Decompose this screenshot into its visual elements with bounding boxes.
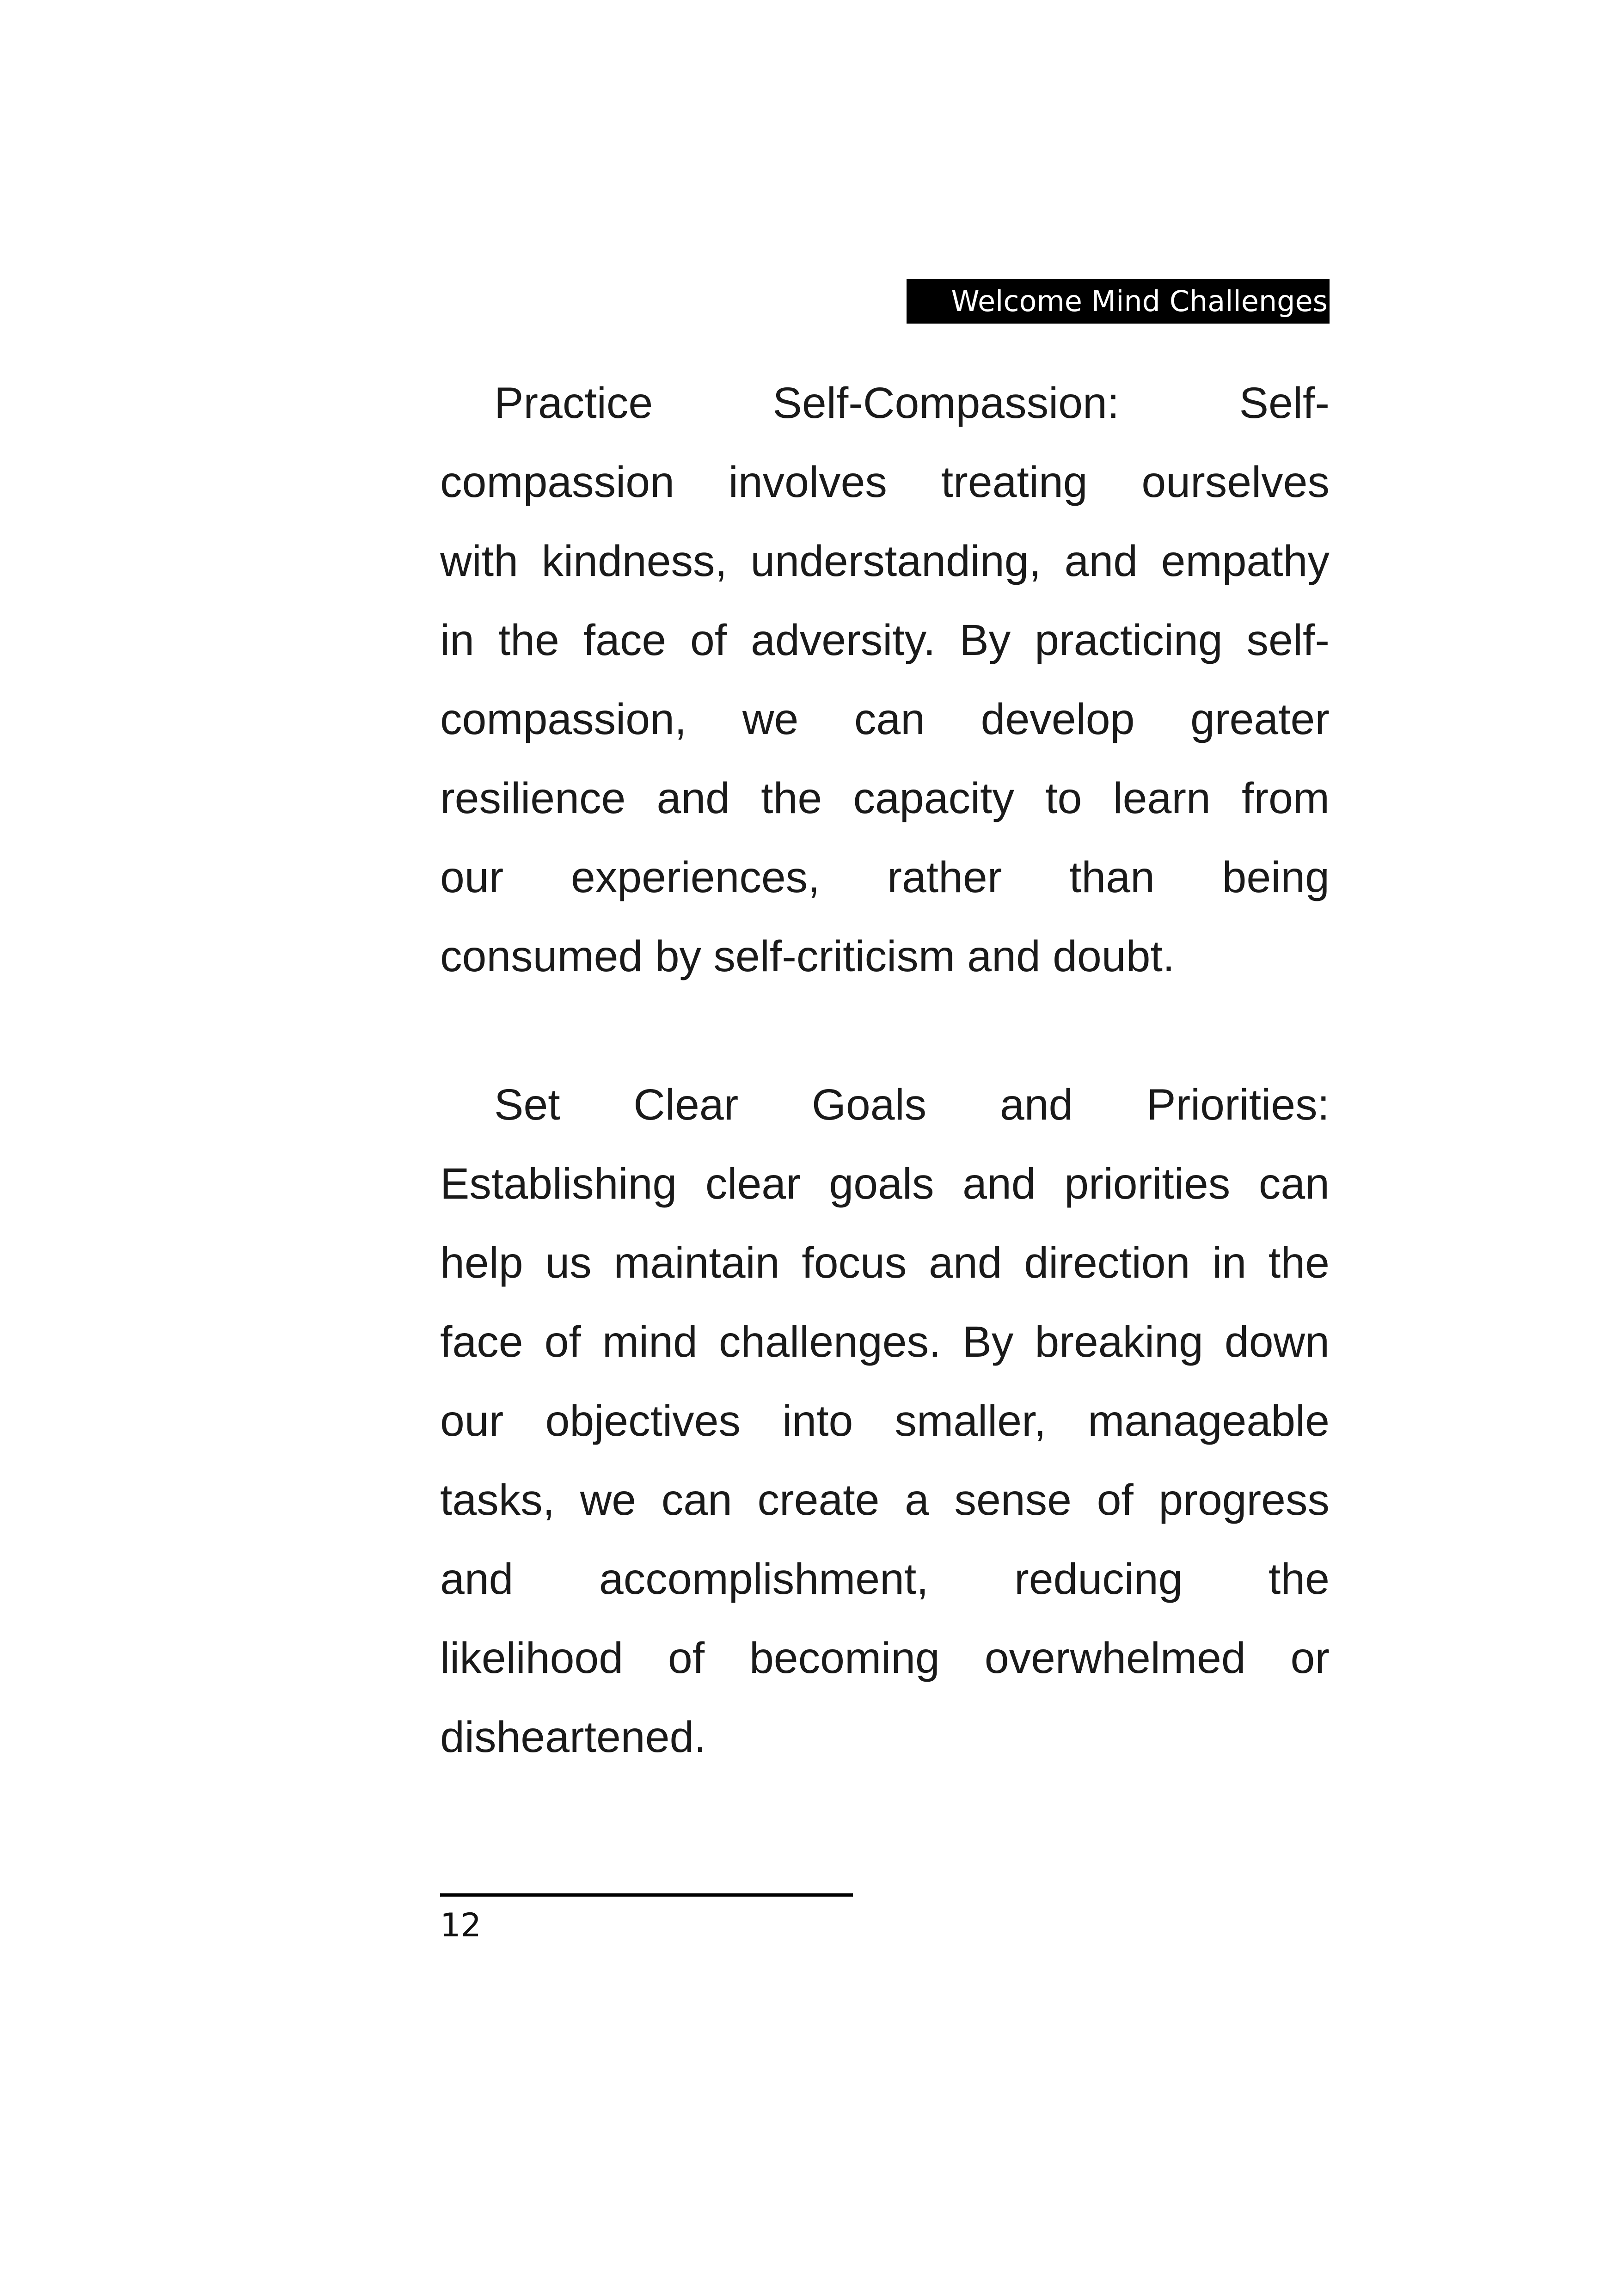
paragraph-goals-priorities <box>440 1065 1330 1777</box>
footer-divider <box>440 1893 853 1897</box>
paragraph-line: resilience and the capacity to learn from <box>440 774 1330 823</box>
paragraph-line: with kindness, understanding, and empathy <box>440 537 1330 586</box>
page-number: 12 <box>440 1906 482 1944</box>
paragraph-line: help us maintain focus and direction in the <box>440 1238 1330 1287</box>
paragraph-line: and accomplishment, reducing the <box>440 1555 1330 1604</box>
paragraph-line: likelihood of becoming overwhelmed or <box>440 1634 1330 1683</box>
paragraph-line: our objectives into smaller, manageable <box>440 1396 1330 1445</box>
paragraph-line: face of mind challenges. By breaking down <box>440 1317 1330 1366</box>
paragraph-line: Establishing clear goals and priorities can <box>440 1159 1330 1208</box>
paragraph-line: Set Clear Goals and Priorities: <box>494 1080 1330 1129</box>
paragraph-line: compassion involves treating ourselves <box>440 458 1330 507</box>
paragraph-line: tasks, we can create a sense of progress <box>440 1476 1330 1525</box>
paragraph-self-compassion <box>440 364 1330 996</box>
running-header: Welcome Mind Challenges <box>907 279 1330 324</box>
paragraph-line: Practice Self-Compassion: Self- <box>494 379 1330 428</box>
paragraph-line: compassion, we can develop greater <box>440 695 1330 744</box>
paragraph-line: in the face of adversity. By practicing self- <box>440 616 1330 665</box>
paragraph-line: consumed by self-criticism and doubt. <box>440 932 1175 981</box>
paragraph-line: disheartened. <box>440 1713 706 1762</box>
paragraph-line: our experiences, rather than being <box>440 853 1330 902</box>
